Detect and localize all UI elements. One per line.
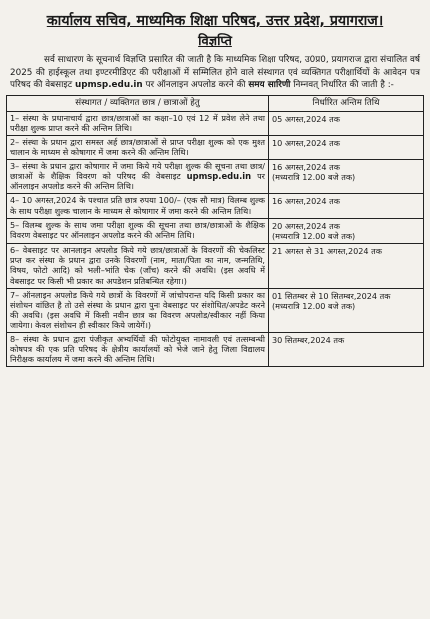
schedule-table [6, 95, 424, 367]
desc-text: 7– ऑनलाइन अपलोड किये गये छात्रों के विवरणों में जांचोपरान्त यदि किसी प्रकार का संशोधन वांछित है तो उसे संस्था के प्रधान द्वारा पुनः वेबसाइट पर संशोधित/अपडेट करने की अवधि। (इस अवधि में किसी नवीन छात्र का विवरण अपलोड/स्वीकार नहीं किया जायेगा। केवल संशोधन ही स्वीकार किये जायेगें।) [10, 289, 265, 330]
row-deadline [269, 111, 424, 135]
notice-heading: विज्ञप्ति [198, 34, 232, 49]
deadline-date: 16 अगस्त,2024 तक [272, 162, 340, 173]
deadline-date: 01 सितम्बर से 10 सितम्बर,2024 तक [272, 290, 391, 301]
row-deadline [269, 160, 424, 194]
row-deadline [269, 244, 424, 288]
row-description [7, 288, 269, 332]
row-description [7, 160, 269, 194]
deadline-date: 30 सितम्बर,2024 तक [272, 334, 345, 345]
row-description [7, 332, 269, 366]
row-deadline [269, 218, 424, 244]
desc-website: upmsp.edu.in [186, 171, 252, 182]
intro-text-end: निम्नवत् निर्धारित की जाती है :- [293, 80, 394, 91]
table-row [7, 160, 424, 194]
row-description [7, 244, 269, 288]
deadline-date: 10 अगस्त,2024 तक [272, 137, 340, 148]
row-deadline [269, 288, 424, 332]
desc-text: 1– संस्था के प्रधानाचार्य द्वारा छात्र/छात्राओं का कक्षा–10 एवं 12 में प्रवेश लेने तथा परीक्षा शुल्क प्राप्त करने की अन्तिम तिथि। [10, 112, 265, 133]
deadline-note: (मध्यरात्रि 12.00 बजे तक) [272, 230, 356, 241]
deadline-note: (मध्यरात्रि 12.00 बजे तक) [272, 300, 356, 311]
table-row [7, 111, 424, 135]
deadline-date: 21 अगस्त से 31 अगस्त,2024 तक [272, 246, 382, 257]
column-header-category: संस्थागत / व्यक्तिगत छात्र / छात्राओं हेतु [7, 95, 269, 111]
intro-text-start: सर्व साधारण के सूचनार्थ विज्ञप्ति प्रसारित की जाती है कि माध्यमिक शिक्षा परिषद, उ0प्र0, प्रयागराज द्वारा संचालित वर्ष 2025 की हाईस्कूल तथा इण्टरमीडिएट की परीक्षाओं में सम्मिलित होने वाले संस्थागत एवं व्यक्तिगत परीक्षार्थियों के आवेदन पत्र परिषद की वेबसाइट [10, 55, 420, 91]
desc-text: 5– विलम्ब शुल्क के साथ जमा परीक्षा शुल्क की सूचना तथा छात्र/छात्राओं के शैक्षिक विवरण वेबसाइट पर ऑनलाइन अपलोड करने की अन्तिम तिथि। [10, 219, 265, 240]
deadline-date: 16 अगस्त,2024 तक [272, 196, 340, 207]
row-description [7, 194, 269, 218]
table-header-row [7, 95, 424, 111]
deadline-date: 05 अगस्त,2024 तक [272, 113, 340, 124]
intro-text-middle: पर ऑनलाइन अपलोड करने की [145, 80, 246, 91]
row-deadline [269, 332, 424, 366]
deadline-date: 20 अगस्त,2024 तक [272, 220, 340, 231]
desc-text: 2– संस्था के प्रधान द्वारा समस्त अर्ह छात्र/छात्राओं से प्राप्त परीक्षा शुल्क को एक मुश्त चालान के माध्यम से कोषागार में जमा करने की अन्तिम तिथि। [10, 136, 265, 158]
desc-text: 3– संस्था के प्रधान द्वारा कोषागार में जमा किये गये परीक्षा शुल्क की सूचना तथा छात्र/छात्राओं के शैक्षिक विवरण को परिषद की वेबसाइट [10, 161, 265, 182]
desc-text: 6– वेबसाइट पर आनलाइन अपलोड किये गये छात्र/छात्राओं के विवरणों की चेकलिस्ट प्रप्त कर संस्था के प्रधान द्वारा उनके विवरणों (नाम, माता/पिता का नाम, जन्मतिथि, विषय, फोटो आदि) को भली–भांति चेक (जाँच) करने की अवधि। (इस अवधि में वेबसाइट पर किसी भी प्रकार का अपडेशन प्रतिबन्धित रहेगा।) [10, 245, 265, 286]
intro-bold-phrase: समय सारिणी [248, 80, 291, 91]
table-row [7, 218, 424, 244]
row-description [7, 111, 269, 135]
desc-text: 4– 10 अगस्त,2024 के पश्चात प्रति छात्र रुपया 100/– (एक सौ मात्र) विलम्ब शुल्क के साथ परीक्षा शुल्क चालान के माध्यम से कोषागार में जमा करने की अन्तिम तिथि। [10, 195, 265, 216]
desc-text: 8– संस्था के प्रधान द्वारा पंजीकृत अभ्यर्थियों की फोटोयुक्त नामावली एवं तत्सम्बन्धी कोषपत्र की एक प्रति परिषद के क्षेत्रीय कार्यालयों को भेजे जाने हेतु जिला विद्यालय निरीक्षक कार्यालय में जमा करने की अन्तिम तिथि। [10, 333, 265, 365]
row-description [7, 135, 269, 159]
column-header-deadline: निर्धारित अन्तिम तिथि [269, 95, 424, 111]
row-description [7, 218, 269, 244]
desc-text-end: पर ऑनलाइन अपलोड करने की अन्तिम तिथि। [10, 171, 265, 192]
table-row [7, 288, 424, 332]
row-deadline [269, 135, 424, 159]
intro-paragraph [6, 54, 424, 92]
table-row [7, 194, 424, 218]
deadline-note: (मध्यरात्रि 12.00 बजे तक) [272, 172, 356, 183]
intro-website: upmsp.edu.in [74, 80, 143, 91]
row-deadline [269, 194, 424, 218]
office-heading: कार्यालय सचिव, माध्यमिक शिक्षा परिषद, उत्तर प्रदेश, प्रयागराज। [46, 13, 384, 29]
table-row [7, 135, 424, 159]
table-row [7, 244, 424, 288]
table-row [7, 332, 424, 366]
